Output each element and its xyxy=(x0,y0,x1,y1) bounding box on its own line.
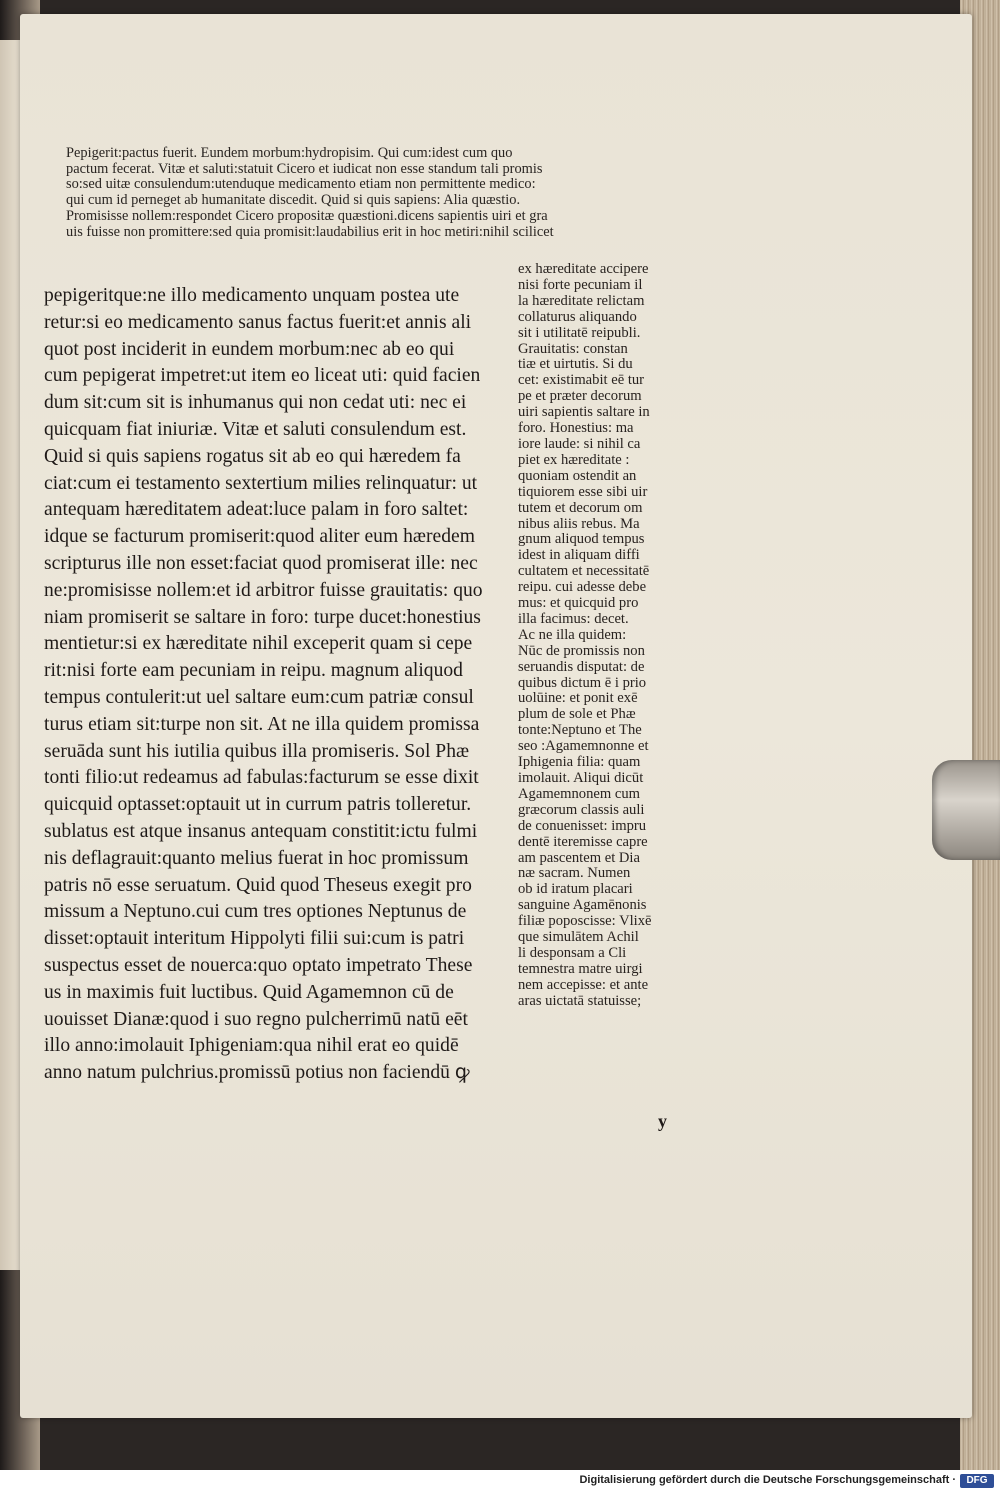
sidenote-line: Agamemnonem cum xyxy=(518,785,640,802)
sidenote-line: foro. Honestius: ma xyxy=(518,420,634,437)
main-text-line: ciat:cum ei testamento sextertium milies relinquatur: ut xyxy=(44,472,478,494)
main-text-line: mentietur:si ex hæreditate nihil exceperit quam si cepe xyxy=(44,633,473,655)
commentary-line: pactum fecerat. Vitæ et saluti:statuit Cicero et iudicat non esse standum tali promis xyxy=(66,160,543,177)
main-text-line: disset:optauit interitum Hippolyti filii sui:cum is patri xyxy=(44,928,465,950)
main-text-line: uouisset Dianæ:quod i suo regno pulcherrimū natū eēt xyxy=(44,1008,468,1030)
main-text-line: missum a Neptuno.cui cum tres optiones Neptunus de xyxy=(44,901,467,923)
main-text-line: sublatus est atque insanus antequam constitit:ictu fulmi xyxy=(44,820,478,842)
sidenote-line: ob id iratum placari xyxy=(518,881,633,898)
sidenote-line: idest in aliquam diffi xyxy=(518,547,640,564)
sidenote-line: Iphigenia filia: quam xyxy=(518,754,641,771)
sidenote-line: nem accepisse: et ante xyxy=(518,976,649,993)
sidenote-line: iore laude: si nihil ca xyxy=(518,435,641,452)
sidenote-line: tiæ et uirtutis. Si du xyxy=(518,356,633,373)
sidenote-line: piet ex hæreditate : xyxy=(518,451,630,468)
sidenote-line: illa facimus: decet. xyxy=(518,610,629,627)
main-text-line: tempus contulerit:ut uel saltare eum:cum patriæ consul xyxy=(44,686,474,708)
funding-notice: Digitalisierung gefördert durch die Deutsche Forschungsgemeinschaft · xyxy=(579,1474,956,1486)
sidenote-line: tonte:Neptuno et The xyxy=(518,722,642,739)
page-clip xyxy=(932,760,1000,860)
sidenote-line: la hæreditate relictam xyxy=(518,292,645,309)
main-text-line: nis deflagrauit:quanto melius fuerat in hoc promissum xyxy=(44,847,469,869)
sidenote-line: que simulātem Achil xyxy=(518,929,639,946)
main-text-column xyxy=(44,283,512,1087)
main-text-line: retur:si eo medicamento sanus factus fuerit:et annis ali xyxy=(44,311,472,333)
sidenote-line: aras uictatā statuisse; xyxy=(518,992,642,1009)
dfg-logo-icon: DFG xyxy=(960,1474,994,1488)
sidenote-line: nisi forte pecuniam il xyxy=(518,276,643,293)
signature-mark: y xyxy=(658,1111,667,1131)
sidenote-line: quibus dictum ē i prio xyxy=(518,674,647,691)
sidenote-line: tutem et decorum om xyxy=(518,499,643,516)
sidenote-line: seruandis disputat: de xyxy=(518,658,645,675)
main-text-line: antequam hæreditatem adeat:luce palam in foro saltet: xyxy=(44,499,469,521)
main-text-line: us in maximis fuit luctibus. Quid Agamemnon cū de xyxy=(44,981,454,1003)
sidenote-line: plum de sole et Phæ xyxy=(518,706,636,723)
commentary-line: qui cum id perneget ab humanitate discedit. Quid si quis sapiens: Alia quæstio. xyxy=(66,192,521,209)
main-text-line: illo anno:imolauit Iphigeniam:qua nihil erat eo quidē xyxy=(44,1035,459,1057)
sidenote-line: cultatem et necessitatē xyxy=(518,563,650,580)
main-text-line: quot post inciderit in eundem morbum:nec ab eo qui xyxy=(44,338,455,360)
sidenote-line: cet: existimabit eē tur xyxy=(518,372,645,389)
commentary-line: so:sed uitæ consulendum:utenduque medicamento etiam non permittente medico: xyxy=(66,176,536,193)
main-text-line: ne:promisisse nollem:et id arbitror fuisse grauitatis: quo xyxy=(44,579,483,601)
main-text-line: quicquid optasset:optauit ut in currum patris tolleretur. xyxy=(44,794,472,816)
main-text-line: cum pepigerat impetret:ut item eo liceat uti: quid facien xyxy=(44,365,481,387)
sidenote-line: nibus aliis rebus. Ma xyxy=(518,515,640,532)
sidenote-line: næ sacram. Numen xyxy=(518,865,631,882)
main-text-line: tonti filio:ut redeamus ad fabulas:facturum se esse dixit xyxy=(44,767,479,789)
sidenote-line: imolauit. Aliqui dicūt xyxy=(518,770,644,786)
sidenote-line: collaturus aliquando xyxy=(518,308,637,325)
sidenote-line: temnestra matre uirgi xyxy=(518,960,643,977)
marginal-commentary-column xyxy=(518,262,704,1010)
sidenote-line: uiri sapientis saltare in xyxy=(518,404,650,421)
sidenote-line: sit i utilitatē reipubli. xyxy=(518,324,641,341)
commentary-top-block xyxy=(66,146,706,240)
main-text-line: patris nō esse seruatum. Quid quod Theseus exegit pro xyxy=(44,874,472,896)
sidenote-line: reipu. cui adesse debe xyxy=(518,579,647,596)
sidenote-line: uolūine: et ponit exē xyxy=(518,690,638,707)
sidenote-line: Ac ne illa quidem: xyxy=(518,626,627,643)
sidenote-line: am pascentem et Dia xyxy=(518,849,640,866)
sidenote-line: dentē iteremisse capre xyxy=(518,833,648,850)
sidenote-line: mus: et quicquid pro xyxy=(518,595,639,612)
main-text-line: scripturus ille non esset:faciat quod promiserat ille: nec xyxy=(44,552,478,574)
main-text-line: seruāda sunt his iutilia quibus illa promiseris. Sol Phæ xyxy=(44,740,470,762)
main-text-line: pepigeritque:ne illo medicamento unquam postea ute xyxy=(44,285,460,306)
commentary-line: uis fuisse non promittere:sed quia promisit:laudabilius erit in hoc metiri:nihil scilicet xyxy=(66,223,554,240)
sidenote-line: sanguine Agamēnonis xyxy=(518,897,647,914)
sidenote-line: pe et præter decorum xyxy=(518,388,642,405)
sidenote-line: quoniam ostendit an xyxy=(518,467,637,484)
main-text-line: idque se facturum promiserit:quod aliter eum hæredem xyxy=(44,526,475,548)
sidenote-line: ex hæreditate accipere xyxy=(518,261,649,277)
main-text-line: quicquam fiat iniuriæ. Vitæ et saluti consulendum est. xyxy=(44,418,467,440)
main-text-line: niam promiserit se saltare in foro: turpe ducet:honestius xyxy=(44,606,481,628)
commentary-line: Promisisse nollem:respondet Cicero propositæ quæstioni.dicens sapientis uiri et gra xyxy=(66,207,548,224)
sidenote-line: Grauitatis: constan xyxy=(518,340,628,357)
sidenote-line: græcorum classis auli xyxy=(518,801,645,818)
main-text-line: anno natum pulchrius.promissū potius non faciendū ꝙ xyxy=(44,1062,470,1084)
main-text-line: Quid si quis sapiens rogatus sit ab eo qui hæredem fa xyxy=(44,445,461,467)
main-text-line: rit:nisi forte eam pecuniam in reipu. magnum aliquod xyxy=(44,660,463,682)
sidenote-line: seo :Agamemnonne et xyxy=(518,738,649,755)
main-text-line: suspectus esset de nouerca:quo optato impetrato These xyxy=(44,954,473,976)
commentary-line: Pepigerit:pactus fuerit. Eundem morbum:hydropisim. Qui cum:idest cum quo xyxy=(66,145,513,161)
main-text-line: turus etiam sit:turpe non sit. At ne illa quidem promissa xyxy=(44,713,480,735)
main-text-line: dum sit:cum sit is inhumanus qui non cedat uti: nec ei xyxy=(44,392,467,414)
sidenote-line: li desponsam a Cli xyxy=(518,944,627,961)
sidenote-line: tiquiorem esse sibi uir xyxy=(518,483,648,500)
sidenote-line: gnum aliquod tempus xyxy=(518,531,645,548)
sidenote-line: filiæ poposcisse: Vlixē xyxy=(518,913,652,930)
sidenote-line: de conuenisset: impru xyxy=(518,817,647,834)
sidenote-line: Nūc de promissis non xyxy=(518,642,645,659)
